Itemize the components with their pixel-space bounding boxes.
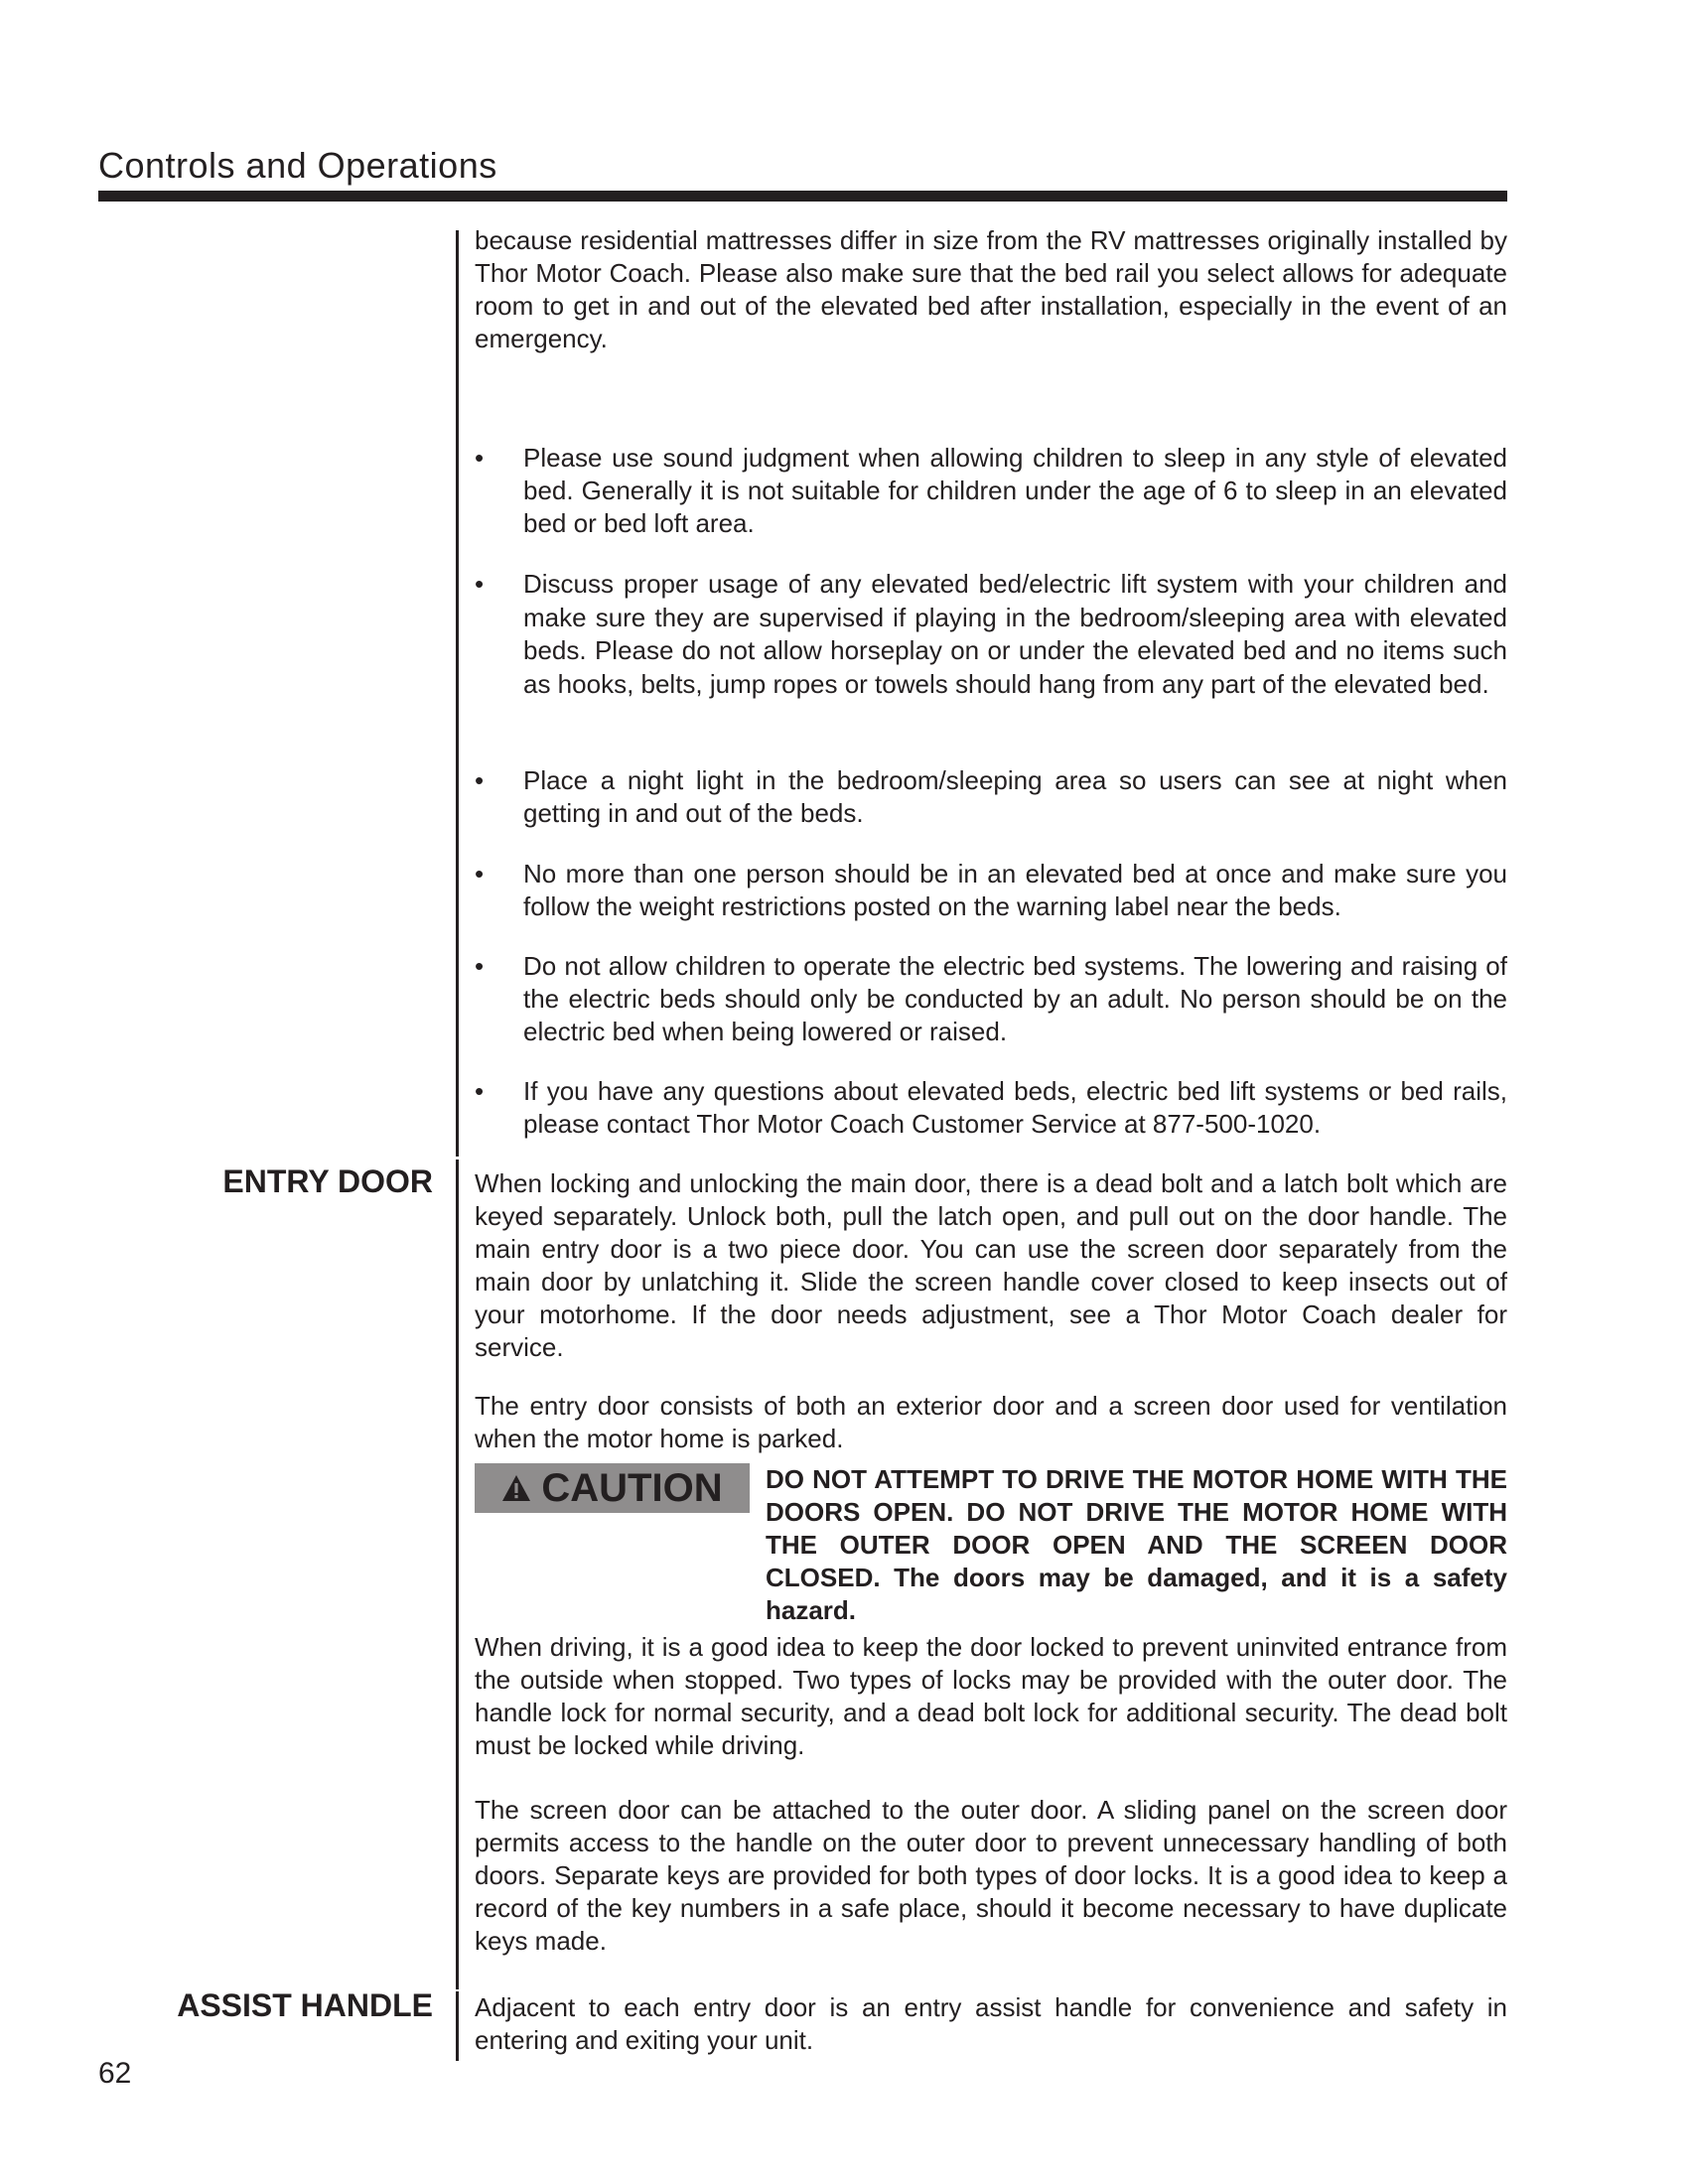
bullet-symbol: • <box>475 1076 485 1106</box>
entry-door-paragraph-4: The screen door can be attached to the outer door. A sliding panel on the screen door permits access to the handle on the outer door to prevent unnecessary handling of both doors. Separate keys are provided for both types of door locks. It is a good idea to keep a record of the key numbers in a safe place, should it become necessary to have duplicate keys made. <box>475 1795 1507 1956</box>
list-item <box>475 950 1507 1048</box>
caution-label <box>475 1463 750 1513</box>
list-item-text: Discuss proper usage of any elevated bed/electric lift system with your children and make sure they are supervised if playing in the bedroom/sleeping area with elevated beds. Please do not allow horseplay on or under the elevated bed and no items such as hooks, belts, jump ropes or towels should hang from any part of the elevated bed. <box>523 569 1507 699</box>
page-number: 62 <box>98 2057 132 2090</box>
warning-triangle-icon <box>501 1474 531 1502</box>
bullet-symbol: • <box>475 569 485 599</box>
column-divider-assist-handle <box>456 1991 459 2061</box>
entry-door-paragraph-2: The entry door consists of both an exterior door and a screen door used for ventilation when the motor home is parked. <box>475 1391 1507 1453</box>
bullet-symbol: • <box>475 951 485 981</box>
entry-door-paragraph-1: When locking and unlocking the main door, there is a dead bolt and a latch bolt which are keyed separately. Unlock both, pull the latch open, and pull out on the door handle. The main entry door is a two piece door. You can use the screen door separately from the main door by unlatching it. Slide the screen handle cover closed to keep insects out of your motorhome. If the door needs adjustment, see a Thor Motor Coach dealer for service. <box>475 1168 1507 1362</box>
column-divider-top <box>456 230 459 1157</box>
list-item <box>475 568 1507 701</box>
list-item <box>475 1075 1507 1141</box>
page-header-title: Controls and Operations <box>98 145 497 186</box>
caution-message: DO NOT ATTEMPT TO DRIVE THE MOTOR HOME WITH THE DOORS OPEN. DO NOT DRIVE THE MOTOR HOME WITH THE OUTER DOOR OPEN AND THE SCREEN DOOR CLOSED. The doors may be damaged, and it is a safety hazard. <box>766 1464 1507 1625</box>
list-item <box>475 858 1507 923</box>
list-item-text: Do not allow children to operate the electric bed systems. The lowering and raising of the electric beds should only be conducted by an adult. No person should be on the electric bed when being lowered or raised. <box>523 951 1507 1046</box>
bullet-symbol: • <box>475 765 485 795</box>
entry-door-paragraph-3: When driving, it is a good idea to keep the door locked to prevent uninvited entrance from the outside when stopped. Two types of locks may be provided with the outer door. The handle lock for normal security, and a dead bolt lock for additional security. The dead bolt must be locked while driving. <box>475 1632 1507 1760</box>
header-rule <box>98 191 1507 202</box>
caution-label-text: CAUTION <box>541 1465 723 1510</box>
column-divider-entry-door <box>456 1160 459 1989</box>
list-item-text: Please use sound judgment when allowing children to sleep in any style of elevated bed. Generally it is not suitable for children under the age of 6 to sleep in an elevated bed or bed loft area. <box>523 443 1507 538</box>
list-item <box>475 442 1507 540</box>
list-item-text: If you have any questions about elevated beds, electric bed lift systems or bed rails, please contact Thor Motor Coach Customer Service at 877-500-1020. <box>523 1076 1507 1139</box>
section-heading-assist-handle: ASSIST HANDLE <box>177 1987 433 2023</box>
assist-handle-paragraph: Adjacent to each entry door is an entry assist handle for convenience and safety in entering and exiting your unit. <box>475 1992 1507 2055</box>
list-item <box>475 764 1507 830</box>
list-item-text: Place a night light in the bedroom/sleeping area so users can see at night when getting in and out of the beds. <box>523 765 1507 828</box>
bullet-symbol: • <box>475 859 485 888</box>
section-heading-entry-door: ENTRY DOOR <box>222 1163 433 1199</box>
intro-paragraph: because residential mattresses differ in size from the RV mattresses originally installed by Thor Motor Coach. Please also make sure that the bed rail you select allows for adequate room to get in and out of the elevated bed after installation, especially in the event of an emergency. <box>475 225 1507 353</box>
bullet-symbol: • <box>475 443 485 473</box>
list-item-text: No more than one person should be in an elevated bed at once and make sure you follow the weight restrictions posted on the warning label near the beds. <box>523 859 1507 921</box>
